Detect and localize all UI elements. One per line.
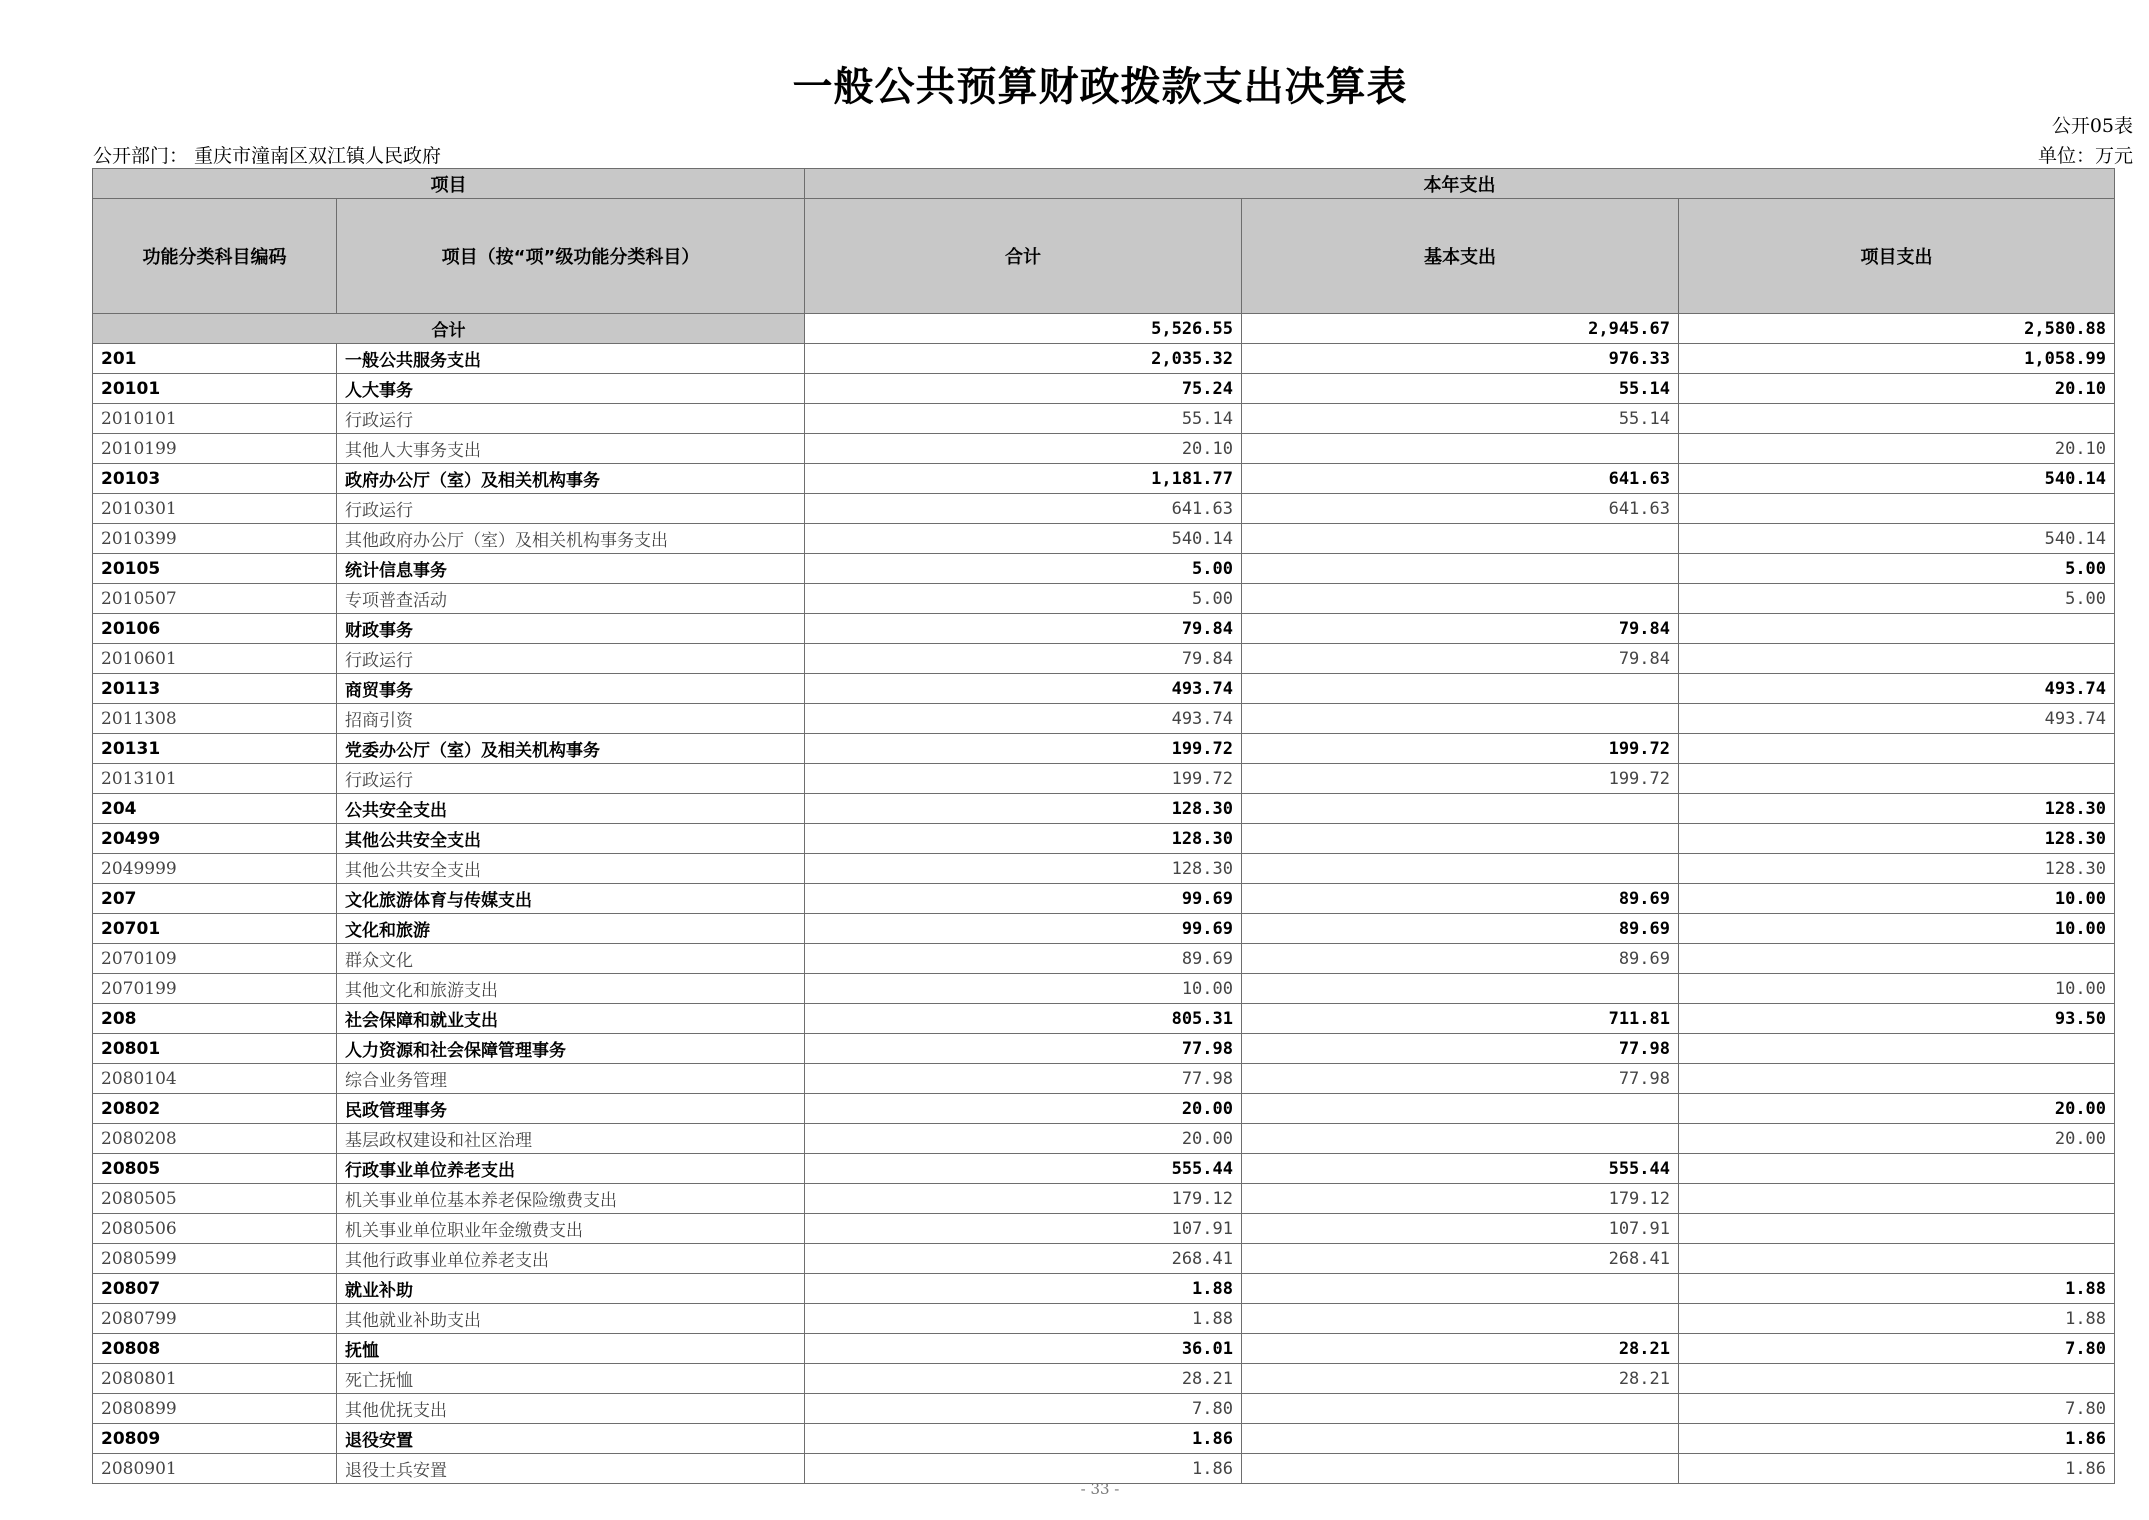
row-name: 其他公共安全支出: [337, 824, 805, 854]
row-project: [1679, 734, 2115, 764]
table-row: [93, 914, 2115, 944]
row-project: 10.00: [1679, 974, 2115, 1004]
row-code: 20807: [93, 1274, 337, 1304]
row-code: 20805: [93, 1154, 337, 1184]
row-project: [1679, 944, 2115, 974]
table-row: [93, 1364, 2115, 1394]
row-total: 1.88: [805, 1274, 1242, 1304]
row-total: 641.63: [805, 494, 1242, 524]
row-total: 1.86: [805, 1454, 1242, 1484]
row-total: 128.30: [805, 854, 1242, 884]
table-row: [93, 854, 2115, 884]
row-name: 行政运行: [337, 404, 805, 434]
table-row: [93, 494, 2115, 524]
row-project: 128.30: [1679, 854, 2115, 884]
row-project: 20.00: [1679, 1124, 2115, 1154]
table-row: [93, 1004, 2115, 1034]
row-name: 招商引资: [337, 704, 805, 734]
row-project: 7.80: [1679, 1334, 2115, 1364]
row-code: 20801: [93, 1034, 337, 1064]
table-row: [93, 764, 2115, 794]
table-row: [93, 1454, 2115, 1484]
row-total: 268.41: [805, 1244, 1242, 1274]
table-row: [93, 554, 2115, 584]
row-basic: [1242, 974, 1679, 1004]
row-total: 493.74: [805, 674, 1242, 704]
row-name: 行政运行: [337, 764, 805, 794]
row-code: 2010301: [93, 494, 337, 524]
row-basic: 711.81: [1242, 1004, 1679, 1034]
row-basic: [1242, 1274, 1679, 1304]
table-row: [93, 824, 2115, 854]
row-total: 493.74: [805, 704, 1242, 734]
row-project: [1679, 1064, 2115, 1094]
row-code: 20101: [93, 374, 337, 404]
row-basic: 77.98: [1242, 1034, 1679, 1064]
row-code: 2080899: [93, 1394, 337, 1424]
row-total: 128.30: [805, 824, 1242, 854]
row-basic: [1242, 434, 1679, 464]
header-code: 功能分类科目编码: [93, 199, 337, 314]
row-basic: 268.41: [1242, 1244, 1679, 1274]
row-project: 1,058.99: [1679, 344, 2115, 374]
department-label: 公开部门： 重庆市潼南区双江镇人民政府: [93, 145, 442, 167]
row-project: [1679, 1034, 2115, 1064]
row-project: 540.14: [1679, 464, 2115, 494]
row-project: 10.00: [1679, 884, 2115, 914]
table-row: [93, 1154, 2115, 1184]
row-name: 公共安全支出: [337, 794, 805, 824]
row-name: 其他优抚支出: [337, 1394, 805, 1424]
row-code: 204: [93, 794, 337, 824]
row-basic: 89.69: [1242, 884, 1679, 914]
expenditure-table: [92, 168, 2115, 1484]
header-project-group: 项目: [93, 169, 805, 199]
row-name: 群众文化: [337, 944, 805, 974]
table-row: [93, 1334, 2115, 1364]
row-basic: [1242, 824, 1679, 854]
row-total: 77.98: [805, 1034, 1242, 1064]
row-name: 其他文化和旅游支出: [337, 974, 805, 1004]
row-total: 99.69: [805, 914, 1242, 944]
row-total: 1.88: [805, 1304, 1242, 1334]
row-name: 机关事业单位职业年金缴费支出: [337, 1214, 805, 1244]
row-name: 综合业务管理: [337, 1064, 805, 1094]
table-row: [93, 584, 2115, 614]
row-code: 2080801: [93, 1364, 337, 1394]
row-basic: 555.44: [1242, 1154, 1679, 1184]
row-project: [1679, 1364, 2115, 1394]
row-total: 10.00: [805, 974, 1242, 1004]
row-total: 36.01: [805, 1334, 1242, 1364]
row-project: 128.30: [1679, 794, 2115, 824]
row-basic: 179.12: [1242, 1184, 1679, 1214]
row-project: 1.86: [1679, 1424, 2115, 1454]
header-name: 项目（按“项”级功能分类科目）: [337, 199, 805, 314]
row-name: 文化旅游体育与传媒支出: [337, 884, 805, 914]
row-code: 207: [93, 884, 337, 914]
row-basic: 79.84: [1242, 614, 1679, 644]
row-total: 20.00: [805, 1124, 1242, 1154]
total-label: 合计: [93, 314, 805, 344]
row-total: 179.12: [805, 1184, 1242, 1214]
row-basic: [1242, 1454, 1679, 1484]
table-row: [93, 464, 2115, 494]
row-code: 2013101: [93, 764, 337, 794]
row-project: 20.10: [1679, 434, 2115, 464]
row-total: 540.14: [805, 524, 1242, 554]
row-total: 107.91: [805, 1214, 1242, 1244]
row-project: [1679, 614, 2115, 644]
row-code: 2080505: [93, 1184, 337, 1214]
table-row: [93, 884, 2115, 914]
row-basic: [1242, 554, 1679, 584]
row-code: 20499: [93, 824, 337, 854]
row-total: 555.44: [805, 1154, 1242, 1184]
row-name: 党委办公厅（室）及相关机构事务: [337, 734, 805, 764]
table-row: [93, 1064, 2115, 1094]
row-name: 专项普查活动: [337, 584, 805, 614]
unit-label: 单位：万元: [2037, 145, 2133, 167]
row-project: [1679, 1244, 2115, 1274]
row-code: 20113: [93, 674, 337, 704]
row-code: 208: [93, 1004, 337, 1034]
row-project: [1679, 494, 2115, 524]
row-name: 机关事业单位基本养老保险缴费支出: [337, 1184, 805, 1214]
row-code: 2070199: [93, 974, 337, 1004]
row-code: 20131: [93, 734, 337, 764]
table-row: [93, 1034, 2115, 1064]
table-row: [93, 1304, 2115, 1334]
row-total: 75.24: [805, 374, 1242, 404]
table-row: [93, 1214, 2115, 1244]
total-project: 2,580.88: [1679, 314, 2115, 344]
row-basic: [1242, 1424, 1679, 1454]
row-name: 商贸事务: [337, 674, 805, 704]
row-total: 1.86: [805, 1424, 1242, 1454]
row-code: 2080901: [93, 1454, 337, 1484]
row-total: 199.72: [805, 734, 1242, 764]
row-basic: 77.98: [1242, 1064, 1679, 1094]
page-title: 一般公共预算财政拨款支出决算表: [792, 64, 1408, 110]
table-row: [93, 794, 2115, 824]
row-basic: 28.21: [1242, 1364, 1679, 1394]
row-basic: [1242, 794, 1679, 824]
row-project: [1679, 1184, 2115, 1214]
row-basic: [1242, 1394, 1679, 1424]
header-total: 合计: [805, 199, 1242, 314]
table-row: [93, 704, 2115, 734]
table-row: [93, 344, 2115, 374]
row-project: 20.00: [1679, 1094, 2115, 1124]
row-name: 基层政权建设和社区治理: [337, 1124, 805, 1154]
table-row: [93, 404, 2115, 434]
row-basic: 641.63: [1242, 464, 1679, 494]
row-code: 2010507: [93, 584, 337, 614]
row-name: 退役士兵安置: [337, 1454, 805, 1484]
row-code: 20701: [93, 914, 337, 944]
row-project: 93.50: [1679, 1004, 2115, 1034]
table-row: [93, 614, 2115, 644]
row-name: 政府办公厅（室）及相关机构事务: [337, 464, 805, 494]
row-basic: 199.72: [1242, 734, 1679, 764]
row-basic: [1242, 1304, 1679, 1334]
table-row: [93, 644, 2115, 674]
row-code: 201: [93, 344, 337, 374]
row-code: 2010601: [93, 644, 337, 674]
row-basic: 28.21: [1242, 1334, 1679, 1364]
table-row: [93, 1244, 2115, 1274]
row-name: 其他人大事务支出: [337, 434, 805, 464]
row-code: 2010101: [93, 404, 337, 434]
row-name: 就业补助: [337, 1274, 805, 1304]
row-total: 28.21: [805, 1364, 1242, 1394]
row-project: 1.88: [1679, 1274, 2115, 1304]
row-basic: 55.14: [1242, 374, 1679, 404]
row-name: 社会保障和就业支出: [337, 1004, 805, 1034]
row-basic: 89.69: [1242, 914, 1679, 944]
row-total: 5.00: [805, 554, 1242, 584]
row-basic: 89.69: [1242, 944, 1679, 974]
table-row: [93, 434, 2115, 464]
row-code: 20809: [93, 1424, 337, 1454]
table-row: [93, 944, 2115, 974]
row-code: 2080506: [93, 1214, 337, 1244]
row-code: 20105: [93, 554, 337, 584]
row-name: 抚恤: [337, 1334, 805, 1364]
table-row: [93, 374, 2115, 404]
row-name: 文化和旅游: [337, 914, 805, 944]
row-total: 199.72: [805, 764, 1242, 794]
row-project: [1679, 764, 2115, 794]
row-basic: 79.84: [1242, 644, 1679, 674]
row-name: 其他行政事业单位养老支出: [337, 1244, 805, 1274]
table-row: [93, 1124, 2115, 1154]
row-basic: [1242, 704, 1679, 734]
row-name: 民政管理事务: [337, 1094, 805, 1124]
row-code: 2080208: [93, 1124, 337, 1154]
table-row: [93, 1184, 2115, 1214]
row-basic: 107.91: [1242, 1214, 1679, 1244]
table-row: [93, 974, 2115, 1004]
table-row: [93, 1424, 2115, 1454]
row-total: 55.14: [805, 404, 1242, 434]
row-basic: [1242, 674, 1679, 704]
header-basic: 基本支出: [1242, 199, 1679, 314]
row-name: 人力资源和社会保障管理事务: [337, 1034, 805, 1064]
total-basic: 2,945.67: [1242, 314, 1679, 344]
table-row: [93, 1274, 2115, 1304]
row-code: 2011308: [93, 704, 337, 734]
row-project: [1679, 644, 2115, 674]
row-total: 20.10: [805, 434, 1242, 464]
row-code: 2080599: [93, 1244, 337, 1274]
row-total: 79.84: [805, 644, 1242, 674]
row-code: 2080104: [93, 1064, 337, 1094]
row-project: 1.86: [1679, 1454, 2115, 1484]
row-name: 行政运行: [337, 494, 805, 524]
table-row: [93, 1394, 2115, 1424]
row-name: 统计信息事务: [337, 554, 805, 584]
row-name: 其他政府办公厅（室）及相关机构事务支出: [337, 524, 805, 554]
row-total: 89.69: [805, 944, 1242, 974]
row-project: 20.10: [1679, 374, 2115, 404]
row-basic: [1242, 524, 1679, 554]
row-code: 20808: [93, 1334, 337, 1364]
row-project: 493.74: [1679, 704, 2115, 734]
row-project: 10.00: [1679, 914, 2115, 944]
row-total: 128.30: [805, 794, 1242, 824]
table-row: [93, 1094, 2115, 1124]
row-basic: 976.33: [1242, 344, 1679, 374]
row-code: 2049999: [93, 854, 337, 884]
row-project: 1.88: [1679, 1304, 2115, 1334]
row-total: 2,035.32: [805, 344, 1242, 374]
row-name: 一般公共服务支出: [337, 344, 805, 374]
row-project: [1679, 1154, 2115, 1184]
row-total: 805.31: [805, 1004, 1242, 1034]
row-total: 77.98: [805, 1064, 1242, 1094]
row-total: 20.00: [805, 1094, 1242, 1124]
row-code: 2080799: [93, 1304, 337, 1334]
row-total: 99.69: [805, 884, 1242, 914]
row-code: 20103: [93, 464, 337, 494]
page-number: - 33 -: [1080, 1480, 1120, 1498]
row-code: 2010399: [93, 524, 337, 554]
row-project: 128.30: [1679, 824, 2115, 854]
row-name: 退役安置: [337, 1424, 805, 1454]
row-basic: [1242, 1124, 1679, 1154]
row-project: 540.14: [1679, 524, 2115, 554]
row-basic: 199.72: [1242, 764, 1679, 794]
table-row: [93, 734, 2115, 764]
row-project: 7.80: [1679, 1394, 2115, 1424]
row-name: 行政运行: [337, 644, 805, 674]
row-project: [1679, 404, 2115, 434]
header-project: 项目支出: [1679, 199, 2115, 314]
header-current-year-group: 本年支出: [805, 169, 2115, 199]
row-name: 行政事业单位养老支出: [337, 1154, 805, 1184]
row-code: 2070109: [93, 944, 337, 974]
row-project: 5.00: [1679, 584, 2115, 614]
row-code: 2010199: [93, 434, 337, 464]
row-project: 5.00: [1679, 554, 2115, 584]
table-row: [93, 674, 2115, 704]
table-row: [93, 524, 2115, 554]
row-total: 5.00: [805, 584, 1242, 614]
row-code: 20802: [93, 1094, 337, 1124]
row-name: 其他就业补助支出: [337, 1304, 805, 1334]
form-number: 公开05表: [2051, 115, 2133, 137]
row-code: 20106: [93, 614, 337, 644]
row-total: 79.84: [805, 614, 1242, 644]
row-total: 1,181.77: [805, 464, 1242, 494]
total-amount: 5,526.55: [805, 314, 1242, 344]
total-row: [93, 314, 2115, 344]
row-basic: [1242, 1094, 1679, 1124]
row-name: 死亡抚恤: [337, 1364, 805, 1394]
row-total: 7.80: [805, 1394, 1242, 1424]
row-basic: 641.63: [1242, 494, 1679, 524]
row-basic: [1242, 854, 1679, 884]
row-project: [1679, 1214, 2115, 1244]
row-name: 财政事务: [337, 614, 805, 644]
row-name: 人大事务: [337, 374, 805, 404]
row-basic: 55.14: [1242, 404, 1679, 434]
row-name: 其他公共安全支出: [337, 854, 805, 884]
row-project: 493.74: [1679, 674, 2115, 704]
row-basic: [1242, 584, 1679, 614]
